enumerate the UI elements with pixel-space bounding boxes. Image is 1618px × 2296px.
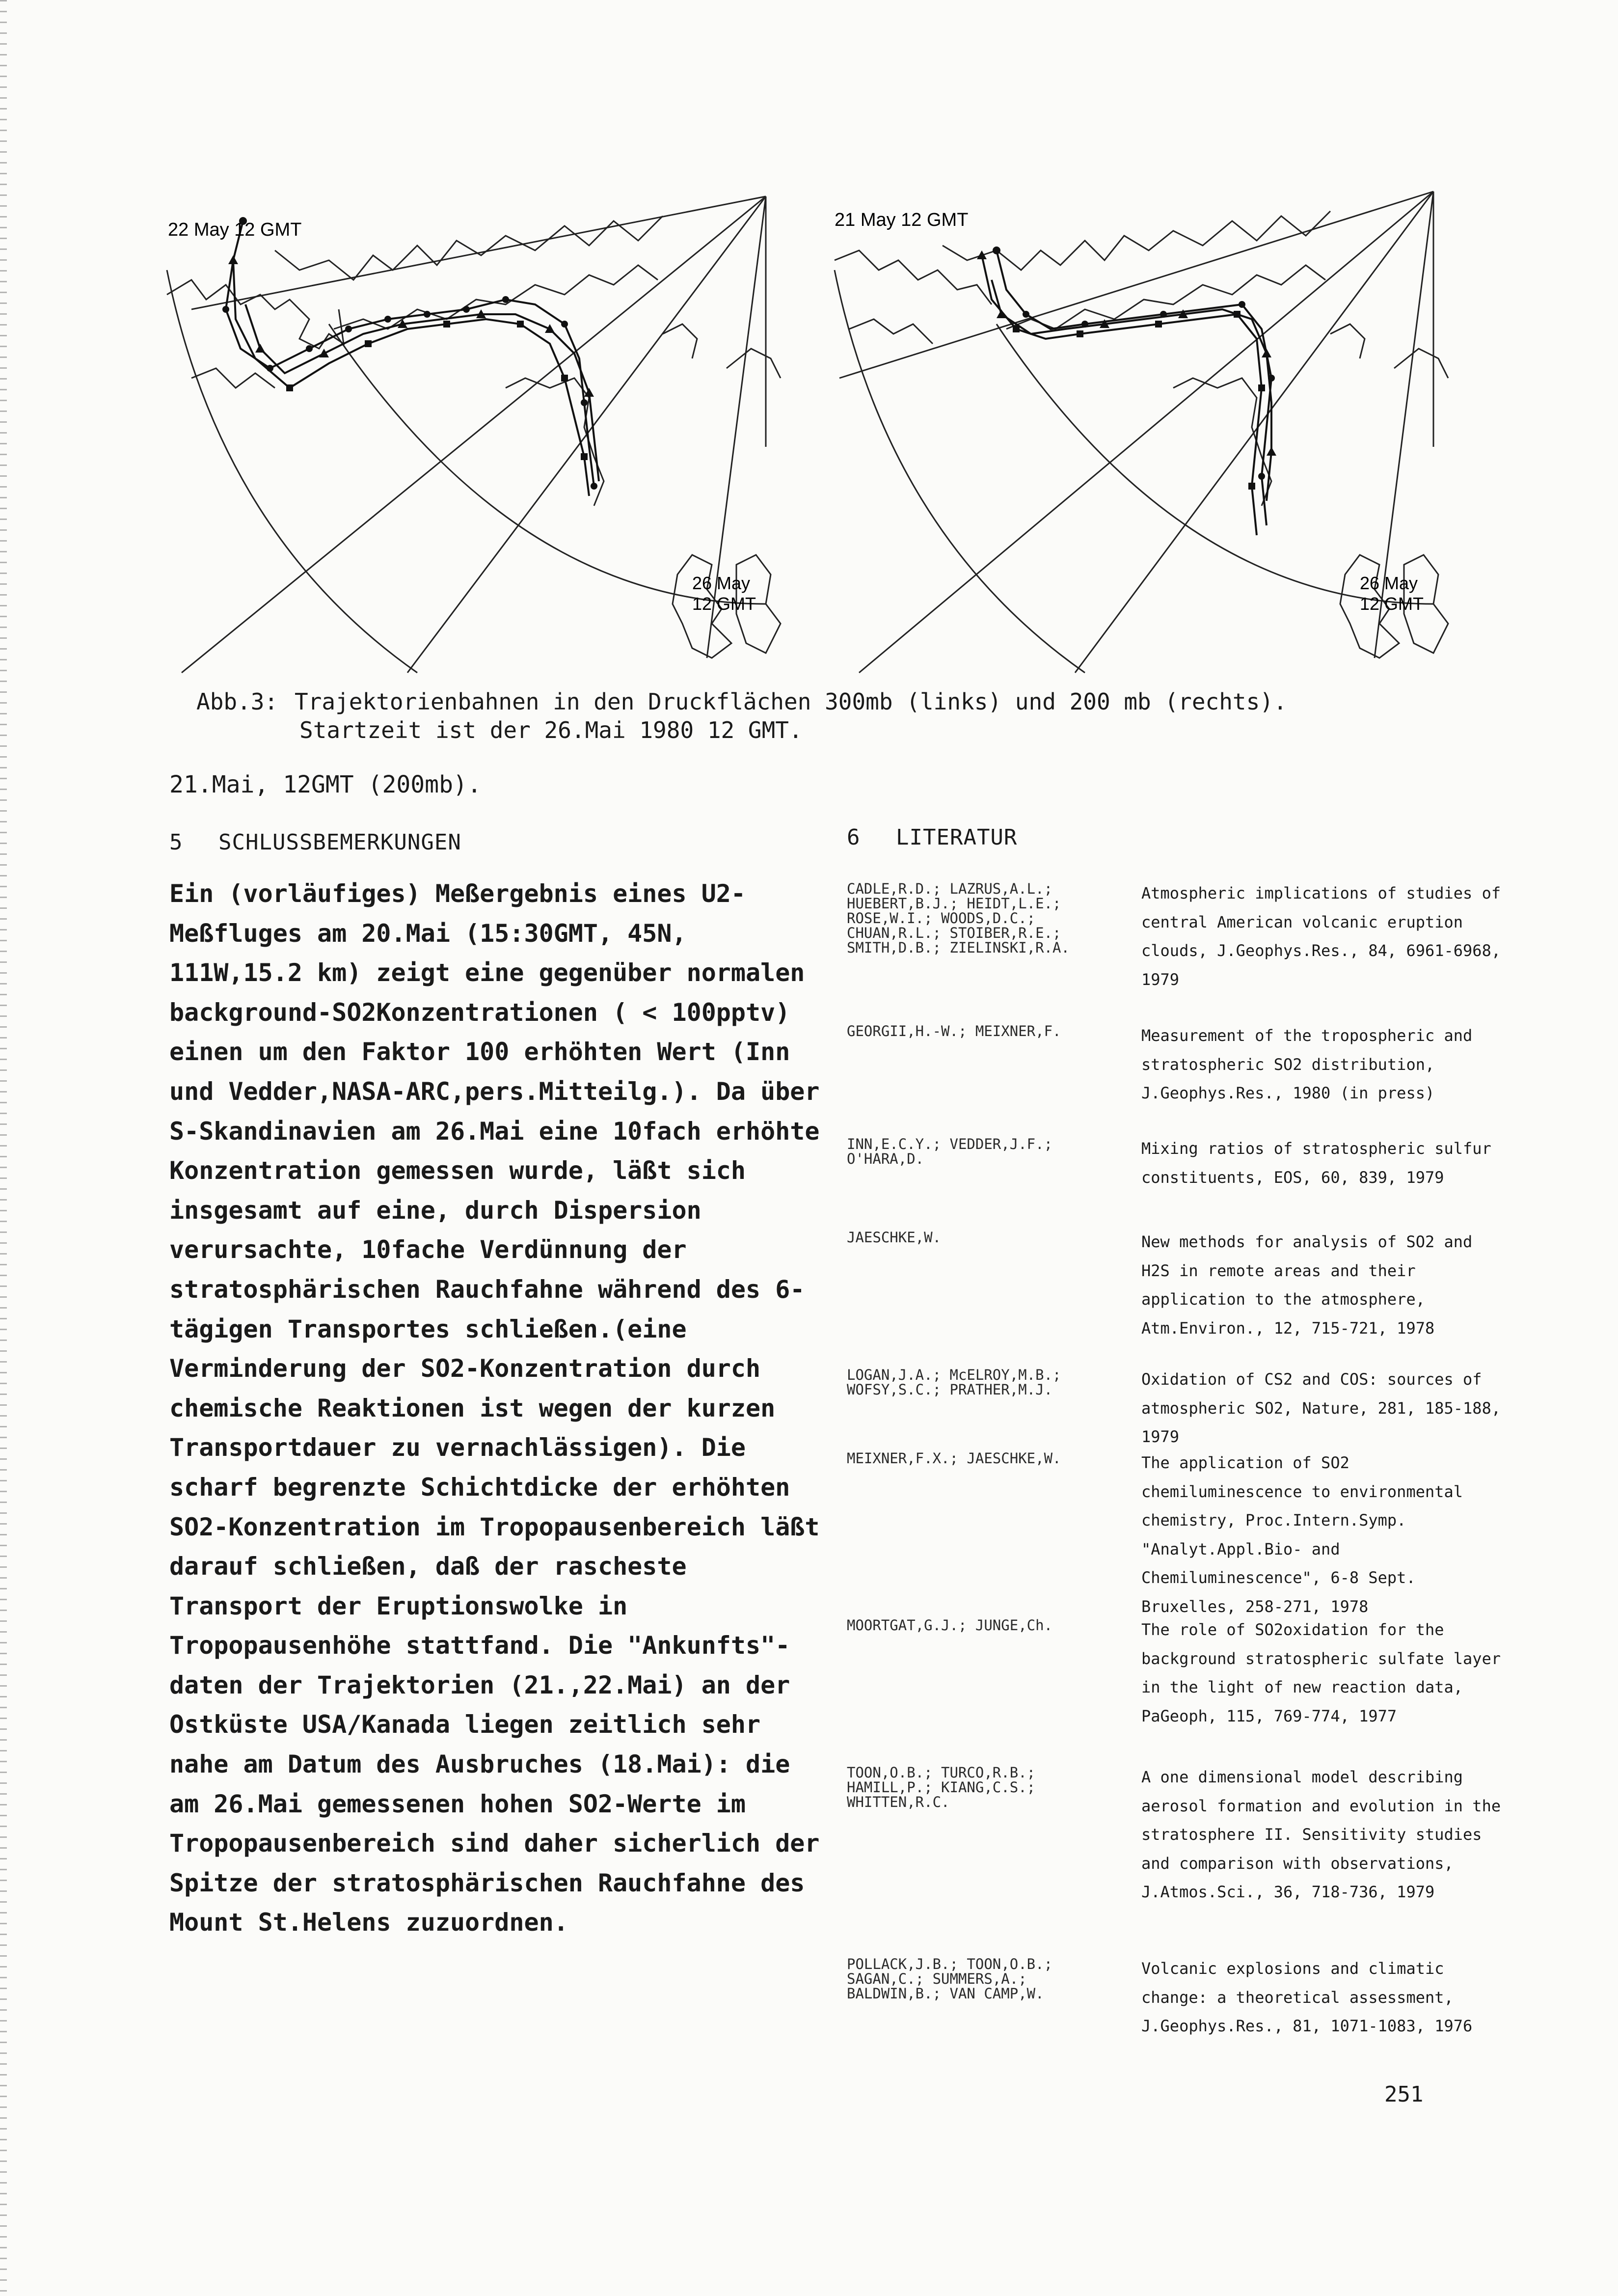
- lit-reference: A one dimensional model describing aerosol formation and evolution in the stratosphere II. Sensitivity studies and comparison with observations, J.Atmos.Sci., 36, 718-736, 1979: [1141, 1768, 1501, 1901]
- lit-reference: Volcanic explosions and climatic change: a theoretical assessment, J.Geophys.Res., 81, 1071-1083, 1976: [1141, 1959, 1473, 2035]
- section-6-title: LITERATUR: [896, 825, 1018, 850]
- lit-authors: LOGAN,J.A.; McELROY,M.B.; WOFSY,S.C.; PRATHER,M.J.: [847, 1367, 1061, 1398]
- lit-authors: MOORTGAT,G.J.; JUNGE,Ch.: [847, 1617, 1053, 1634]
- lit-authors: POLLACK,J.B.; TOON,O.B.; SAGAN,C.; SUMMERS,A.; BALDWIN,B.; VAN CAMP,W.: [847, 1956, 1053, 2002]
- lit-authors: JAESCHKE,W.: [847, 1229, 942, 1246]
- left-map-label-bottom-1: 26 May: [692, 573, 751, 593]
- right-map-label-top: 21 May 12 GMT: [835, 210, 969, 230]
- trajectory-map-right: [830, 182, 1473, 678]
- lit-reference: The role of SO2oxidation for the background stratospheric sulfate layer in the light of new reaction data, PaGeoph, 115, 769-774, 1977: [1141, 1620, 1501, 1725]
- section-5-title: SCHLUSSBEMERKUNGEN: [218, 830, 461, 855]
- page-number: 251: [1384, 2082, 1424, 2107]
- lit-authors: TOON,O.B.; TURCO,R.B.; HAMILL,P.; KIANG,C.S.; WHITTEN,R.C.: [847, 1764, 1036, 1810]
- lit-reference: Atmospheric implications of studies of central American volcanic eruption clouds, J.Geophys.Res., 84, 6961-6968, 1979: [1141, 884, 1501, 989]
- right-map-label-bottom-1: 26 May: [1360, 573, 1418, 593]
- section-5-number: 5: [169, 830, 183, 855]
- lit-authors: INN,E.C.Y.; VEDDER,J.F.; O'HARA,D.: [847, 1136, 1053, 1167]
- lit-reference: Mixing ratios of stratospheric sulfur constituents, EOS, 60, 839, 1979: [1141, 1139, 1491, 1187]
- section-5-paragraph: Ein (vorläufiges) Meßergebnis eines U2-Meßfluges am 20.Mai (15:30GMT, 45N, 111W,15.2 km) zeigt eine gegenüber normalen background-SO2Konzentrationen ( < 100pptv) einen um den Faktor 100 erhöhten Wert (Inn und Vedder,NASA-ARC,pers.Mitteilg.). Da über S-Skandinavien am 26.Mai eine 10fach erhöhte Konzentration gemessen wurde, läßt sich insgesamt auf eine, durch Dispersion verursachte, 10fache Verdünnung der stratosphärischen Rauchfahne während des 6-tägigen Transportes schließen.(eine Verminderung der SO2-Konzentration durch chemische Reaktionen ist wegen der kurzen Transportdauer zu vernachlässigen). Die scharf begrenzte Schichtdicke der erhöhten SO2-Konzentration im Tropopausenbereich läßt darauf schließen, daß der rascheste Transport der Eruptionswolke in Tropopausenhöhe stattfand. Die "Ankunfts"-daten der Trajektorien (21.,22.Mai) an der Ostküste USA/Kanada liegen zeitlich sehr nahe am Datum des Ausbruches (18.Mai): die am 26.Mai gemessenen hohen SO2-Werte im Tropopausenbereich sind daher sicherlich der Spitze der stratosphärischen Rauchfahne des Mount St.Helens zuzuordnen.: [169, 879, 820, 1937]
- lit-authors: MEIXNER,F.X.; JAESCHKE,W.: [847, 1450, 1061, 1467]
- caption-line-2: Startzeit ist der 26.Mai 1980 12 GMT.: [299, 717, 803, 743]
- lit-reference: New methods for analysis of SO2 and H2S in remote areas and their application to the atmosphere, Atm.Environ., 12, 715-721, 1978: [1141, 1232, 1473, 1338]
- lit-authors: GEORGII,H.-W.; MEIXNER,F.: [847, 1023, 1061, 1039]
- scan-margin-dots: [0, 0, 7, 2296]
- section-5-body: [169, 874, 827, 1942]
- lit-authors: CADLE,R.D.; LAZRUS,A.L.; HUEBERT,B.J.; HEIDT,L.E.; ROSE,W.I.; WOODS,D.C.; CHUAN,R.L.; STOIBER,R.E.; SMITH,D.B.; ZIELINSKI,R.A.: [847, 880, 1070, 956]
- section-5-heading: [169, 830, 461, 855]
- left-map-label-bottom-2: 12 GMT: [692, 594, 756, 614]
- lit-reference: Oxidation of CS2 and COS: sources of atmospheric SO2, Nature, 281, 185-188, 1979: [1141, 1370, 1501, 1446]
- caption-line-1: Trajektorienbahnen in den Druckflächen 300mb (links) und 200 mb (rechts).: [295, 688, 1287, 715]
- section-6-number: 6: [847, 825, 861, 850]
- lit-reference: The application of SO2 chemiluminescence to environmental chemistry, Proc.Intern.Symp. "Analyt.Appl.Bio- and Chemiluminescence", 6-8 Sept. Bruxelles, 258-271, 1978: [1141, 1453, 1463, 1616]
- lit-reference: Measurement of the tropospheric and stratospheric SO2 distribution, J.Geophys.Res., 1980 (in press): [1141, 1026, 1473, 1102]
- figure-caption: [196, 687, 1424, 744]
- left-map-label-top: 22 May 12 GMT: [168, 219, 302, 240]
- trajectory-map-left: [162, 182, 805, 678]
- section-6-heading: [847, 825, 1017, 850]
- lead-line: 21.Mai, 12GMT (200mb).: [169, 771, 482, 798]
- caption-label: Abb.3:: [196, 688, 278, 715]
- right-map-label-bottom-2: 12 GMT: [1360, 594, 1424, 614]
